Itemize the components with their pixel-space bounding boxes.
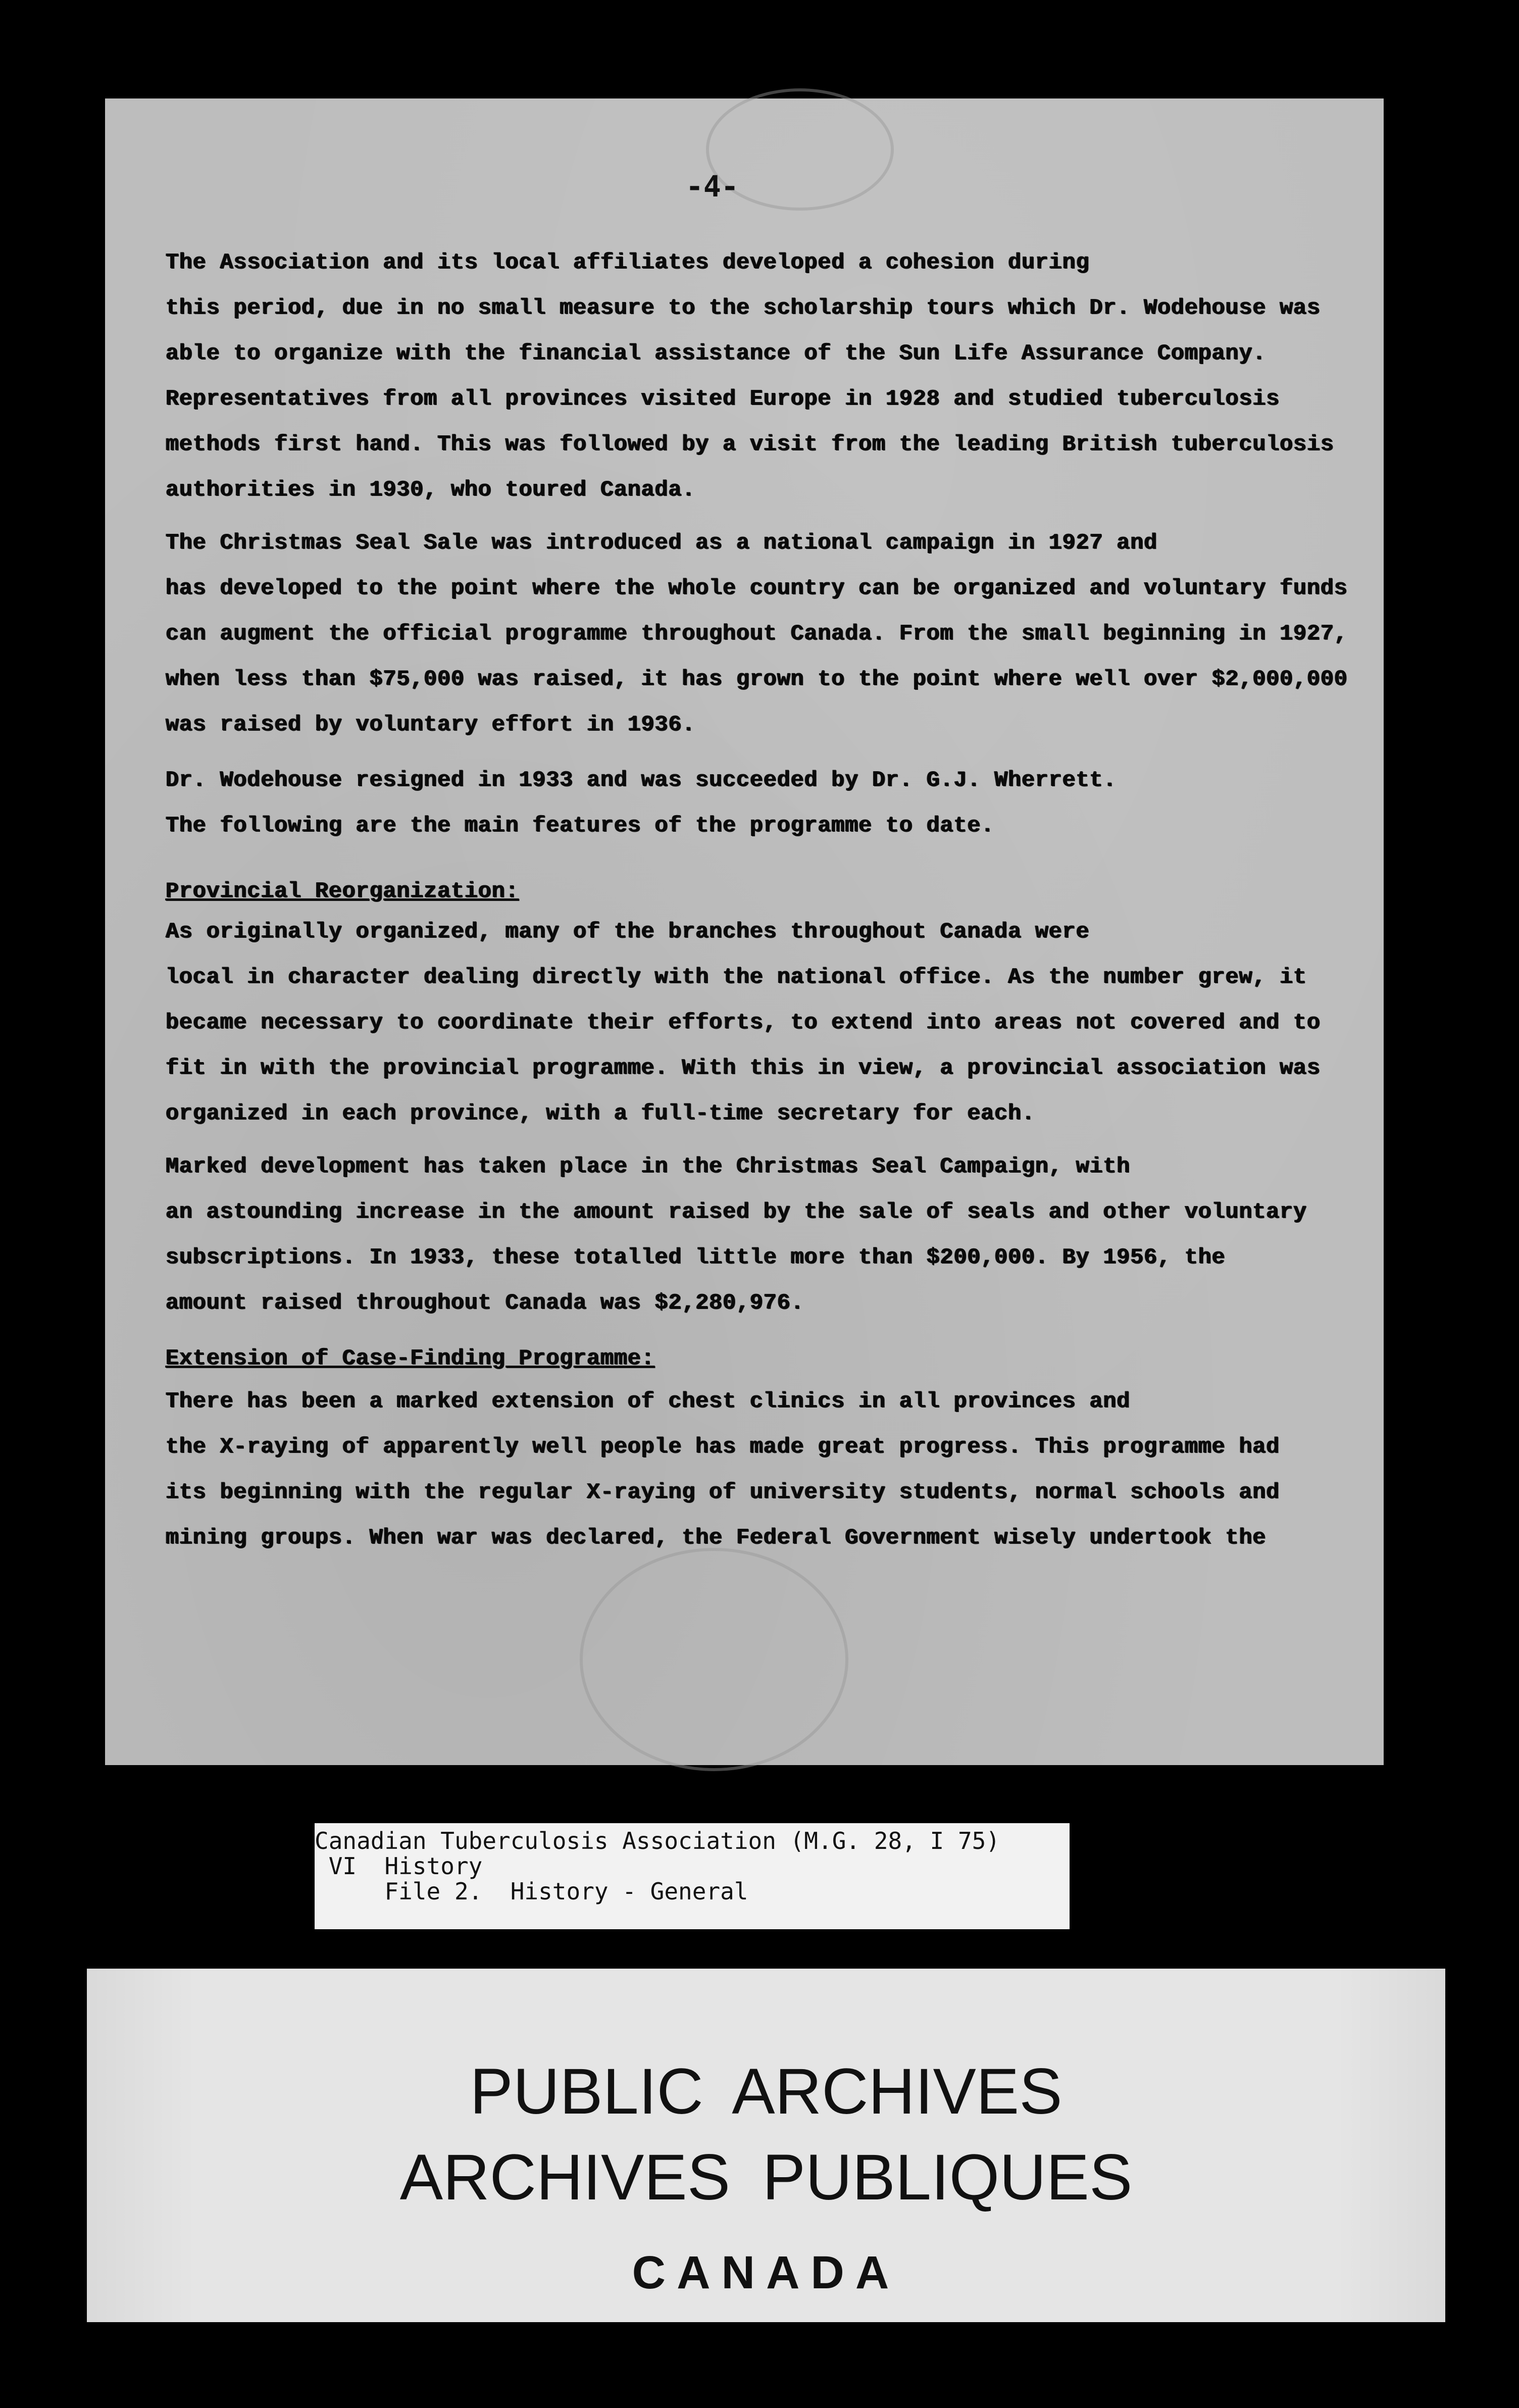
text-line: when less than $75,000 was raised, it has grown to the point where well over $2,000,000	[166, 667, 1348, 692]
text-line: There has been a marked extension of chest clinics in all provinces and	[166, 1389, 1131, 1414]
text-line: organized in each province, with a full-time secretary for each.	[166, 1101, 1035, 1126]
text-line: amount raised throughout Canada was $2,280,976.	[166, 1290, 804, 1316]
index-card-line: VI History	[315, 1852, 483, 1880]
text-line: able to organize with the financial assistance of the Sun Life Assurance Company.	[166, 341, 1267, 366]
text-line: has developed to the point where the whole country can be organized and voluntary funds	[166, 576, 1348, 601]
page-number: -4-	[686, 169, 739, 204]
text-line: this period, due in no small measure to the scholarship tours which Dr. Wodehouse was	[166, 295, 1321, 321]
text-line: The following are the main features of the programme to date.	[166, 813, 995, 838]
index-card-line: Canadian Tuberculosis Association (M.G. 28, I 75)	[315, 1827, 1000, 1854]
text-line: The Christmas Seal Sale was introduced as a national campaign in 1927 and	[166, 530, 1158, 556]
archive-seal	[580, 1548, 848, 1771]
text-line: Representatives from all provinces visited Europe in 1928 and studied tuberculosis	[166, 386, 1280, 412]
document-page	[105, 98, 1384, 1765]
archives-title-en: PUBLIC ARCHIVES	[470, 2055, 1062, 2128]
archives-banner	[87, 1969, 1445, 2322]
archives-country: CANADA	[632, 2247, 900, 2298]
text-line: an astounding increase in the amount raised by the sale of seals and other voluntary	[166, 1199, 1307, 1225]
index-card-line: File 2. History - General	[315, 1878, 748, 1905]
text-line: was raised by voluntary effort in 1936.	[166, 712, 696, 737]
text-line: subscriptions. In 1933, these totalled little more than $200,000. By 1956, the	[166, 1245, 1226, 1270]
text-line: Marked development has taken place in the Christmas Seal Campaign, with	[166, 1154, 1131, 1179]
text-line: The Association and its local affiliates developed a cohesion during	[166, 250, 1090, 275]
text-line: authorities in 1930, who toured Canada.	[166, 477, 696, 503]
section-heading: Provincial Reorganization:	[166, 879, 519, 904]
section-heading: Extension of Case-Finding Programme:	[166, 1346, 655, 1371]
text-line: local in character dealing directly with the national office. As the number grew, it	[166, 965, 1307, 990]
text-line: its beginning with the regular X-raying of university students, normal schools and	[166, 1480, 1280, 1505]
text-line: As originally organized, many of the branches throughout Canada were	[166, 919, 1090, 944]
text-line: fit in with the provincial programme. With this in view, a provincial association was	[166, 1056, 1321, 1081]
index-card	[315, 1823, 1070, 1929]
text-line: methods first hand. This was followed by a visit from the leading British tuberculosis	[166, 432, 1334, 457]
text-line: Dr. Wodehouse resigned in 1933 and was succeeded by Dr. G.J. Wherrett.	[166, 768, 1117, 793]
archives-title-fr: ARCHIVES PUBLIQUES	[399, 2141, 1133, 2214]
text-line: can augment the official programme throughout Canada. From the small beginning in 1927,	[166, 621, 1348, 646]
text-line: became necessary to coordinate their efforts, to extend into areas not covered and to	[166, 1010, 1321, 1035]
text-line: the X-raying of apparently well people has made great progress. This programme had	[166, 1434, 1280, 1460]
text-line: mining groups. When war was declared, the Federal Government wisely undertook the	[166, 1525, 1267, 1550]
